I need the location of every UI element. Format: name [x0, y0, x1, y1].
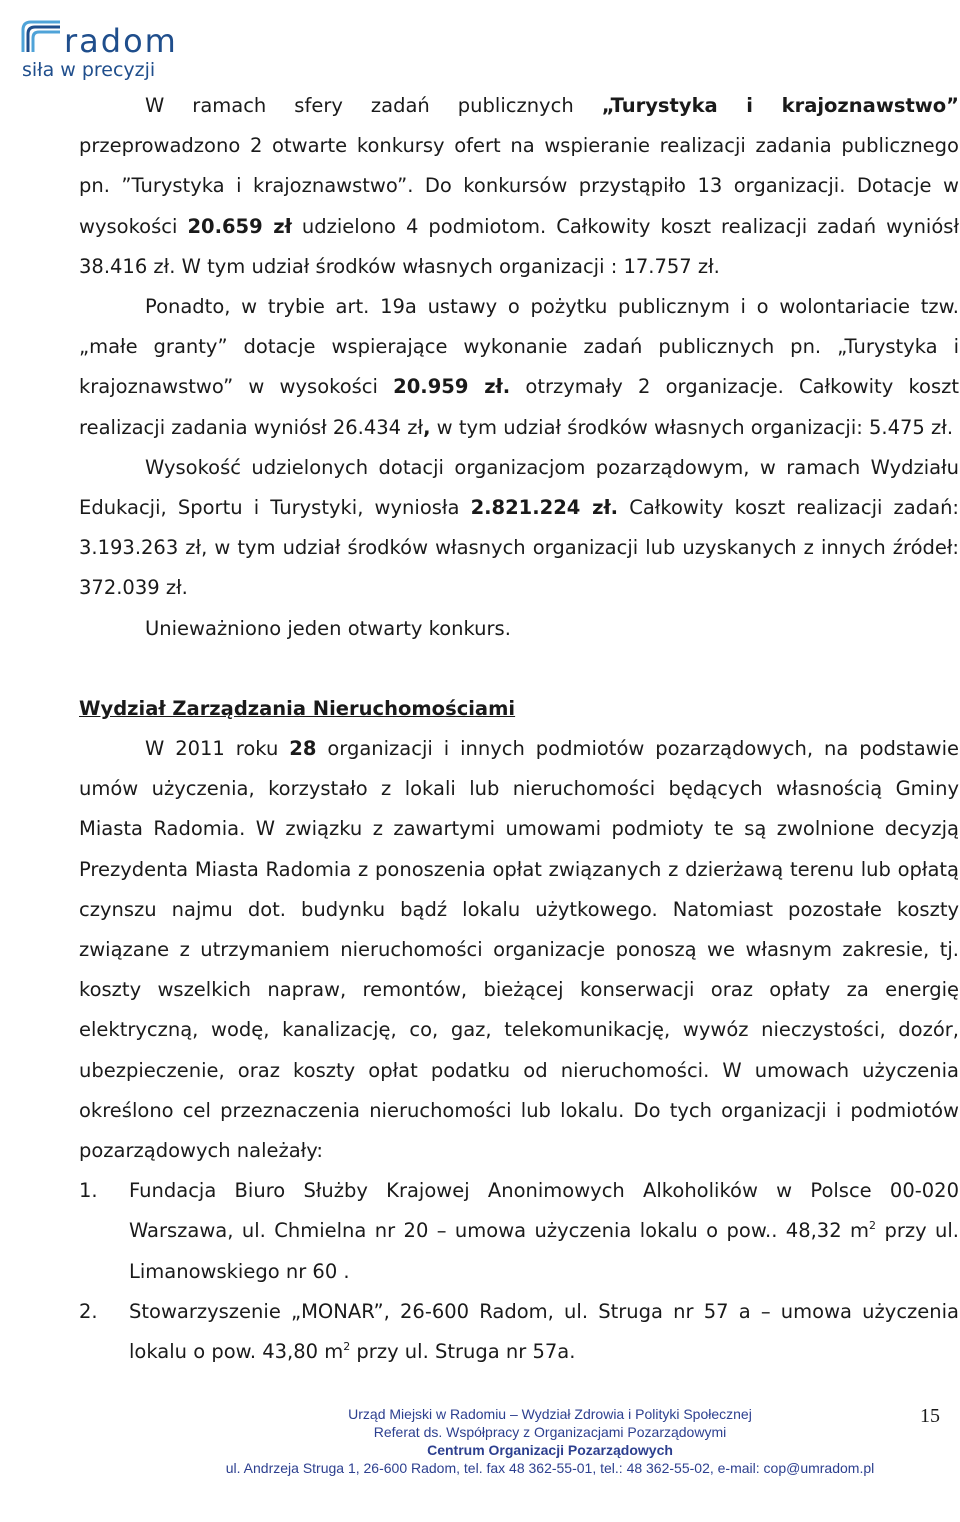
text-run: Wysokość udzielonych dotacji organizacjom pozarządowym, w ramach Wydziału Edukacji, Sportu i Turystyki, wyniosła: [79, 455, 959, 520]
bold-run: „Turystyka i krajoznawstwo”: [601, 94, 959, 117]
organizations-list: [79, 1171, 959, 1372]
bold-run: 2.821.224 zł.: [470, 496, 619, 520]
footer-line: Centrum Organizacji Pozarządowych: [427, 1442, 673, 1458]
radom-logo-graphic: [20, 18, 220, 82]
footer-contact: ul. Andrzeja Struga 1, 26-600 Radom, tel. fax 48 362-55-01, tel.: 48 362-55-02, e-mail: cop@umradom.pl: [225, 1460, 875, 1476]
text-run: W 2011 roku: [145, 737, 290, 761]
superscript: 2: [869, 1219, 877, 1233]
page-number: 15: [920, 1405, 940, 1427]
tourism-paragraph: [79, 86, 959, 287]
text-run: Ponadto, w trybie art. 19a ustawy o pożytku publicznym i o wolontariacie tzw. „małe granty” dotacje wspierające wykonanie zadań publicznych pn. „Turystyka i krajoznawstwo” w wysokości: [79, 295, 959, 399]
logo-wordmark: radom: [64, 22, 178, 60]
text-run: organizacji i innych podmiotów pozarządowych, na podstawie umów użyczenia, korzystało z lokali lub nieruchomości będących własnością Gminy Miasta Radomia. W związku z zawartymi umowami podmioty te są zwolnione decyzją Prezydenta Miasta Radomia z ponoszenia opłat związanych z dzierżawą terenu lub opłatą czynszu najmu dot. budynku bądź lokalu użytkowego. Natomiast pozostałe koszty związane z utrzymaniem nieruchomości organizacje ponoszą we własnym zakresie, tj. koszty wszelkich napraw, remontów, bieżącej konserwacji oraz opłaty za energię elektryczną, wodę, kanalizację, co, gaz, telekomunikację, wywóz nieczystości, dozór, ubezpieczenie, oraz koszty opłat podatku od nieruchomości. W umowach użyczenia określono cel przeznaczenia nieruchomości lub lokalu. Do tych organizacji i podmiotów pozarządowych należały:: [79, 737, 960, 1163]
bold-run: 20.959 zł.: [393, 375, 511, 399]
text-run: w tym udział środków własnych organizacji: 5.475 zł.: [430, 415, 954, 439]
document-body: [79, 86, 959, 1372]
logo-tagline: siła w precyzji: [22, 59, 156, 81]
page-footer: [200, 1405, 900, 1477]
text-run: Całkowity koszt realizacji zadań: 3.193.263 zł, w tym udział środków własnych organizacji lub uzyskanych z innych źródeł: 372.039 zł.: [79, 496, 960, 600]
text-run: udzielono 4 podmiotom. Całkowity koszt realizacji zadań wyniósł 38.416 zł. W tym udział środków własnych organizacji : 17.757 zł.: [79, 214, 959, 278]
text-run: przeprowadzono 2 otwarte konkursy ofert na wspieranie realizacji zadania publicznego pn. ”Turystyka i krajoznawstwo”. Do konkursów przystąpiło 13 organizacji. Dotacje w wysokości: [79, 134, 959, 238]
list-item-text: przy ul. Struga nr 57a.: [350, 1340, 576, 1364]
list-item: [79, 1292, 959, 1372]
list-item-number: 2.: [79, 1299, 98, 1323]
footer-line: Urząd Miejski w Radomiu – Wydział Zdrowia i Polityki Społecznej: [348, 1406, 752, 1422]
grants-total-paragraph: [79, 448, 959, 609]
footer-line: Referat ds. Współpracy z Organizacjami Pozarządowymi: [373, 1424, 727, 1440]
cancelled-contest-paragraph: Unieważniono jeden otwarty konkurs.: [145, 616, 511, 640]
list-item-number: 1.: [79, 1179, 98, 1203]
bold-run: 20.659 zł: [187, 214, 292, 238]
bold-run: ,: [423, 415, 431, 439]
property-paragraph: [79, 729, 959, 1171]
radom-logo: [20, 18, 220, 82]
bold-run: 28: [289, 737, 317, 761]
text-run: W ramach sfery zadań publicznych: [145, 94, 602, 117]
list-item-text: Fundacja Biuro Służby Krajowej Anonimowych Alkoholików w Polsce 00-020 Warszawa, ul. Chmielna nr 20 – umowa użyczenia lokalu o pow.. 48,32 m: [129, 1179, 959, 1243]
list-item-text: Stowarzyszenie „MONAR”, 26-600 Radom, ul. Struga nr 57 a – umowa użyczenia lokalu o pow. 43,80 m: [129, 1299, 959, 1364]
section-heading: Wydział Zarządzania Nieruchomościami: [79, 696, 516, 720]
text-run: otrzymały 2 organizacje. Całkowity koszt realizacji zadania wyniósł 26.434 zł: [79, 375, 960, 439]
list-item: [79, 1171, 959, 1292]
list-item-text: przy ul. Limanowskiego nr 60 .: [129, 1219, 959, 1283]
small-grants-paragraph: [79, 287, 959, 448]
superscript: 2: [343, 1340, 351, 1354]
